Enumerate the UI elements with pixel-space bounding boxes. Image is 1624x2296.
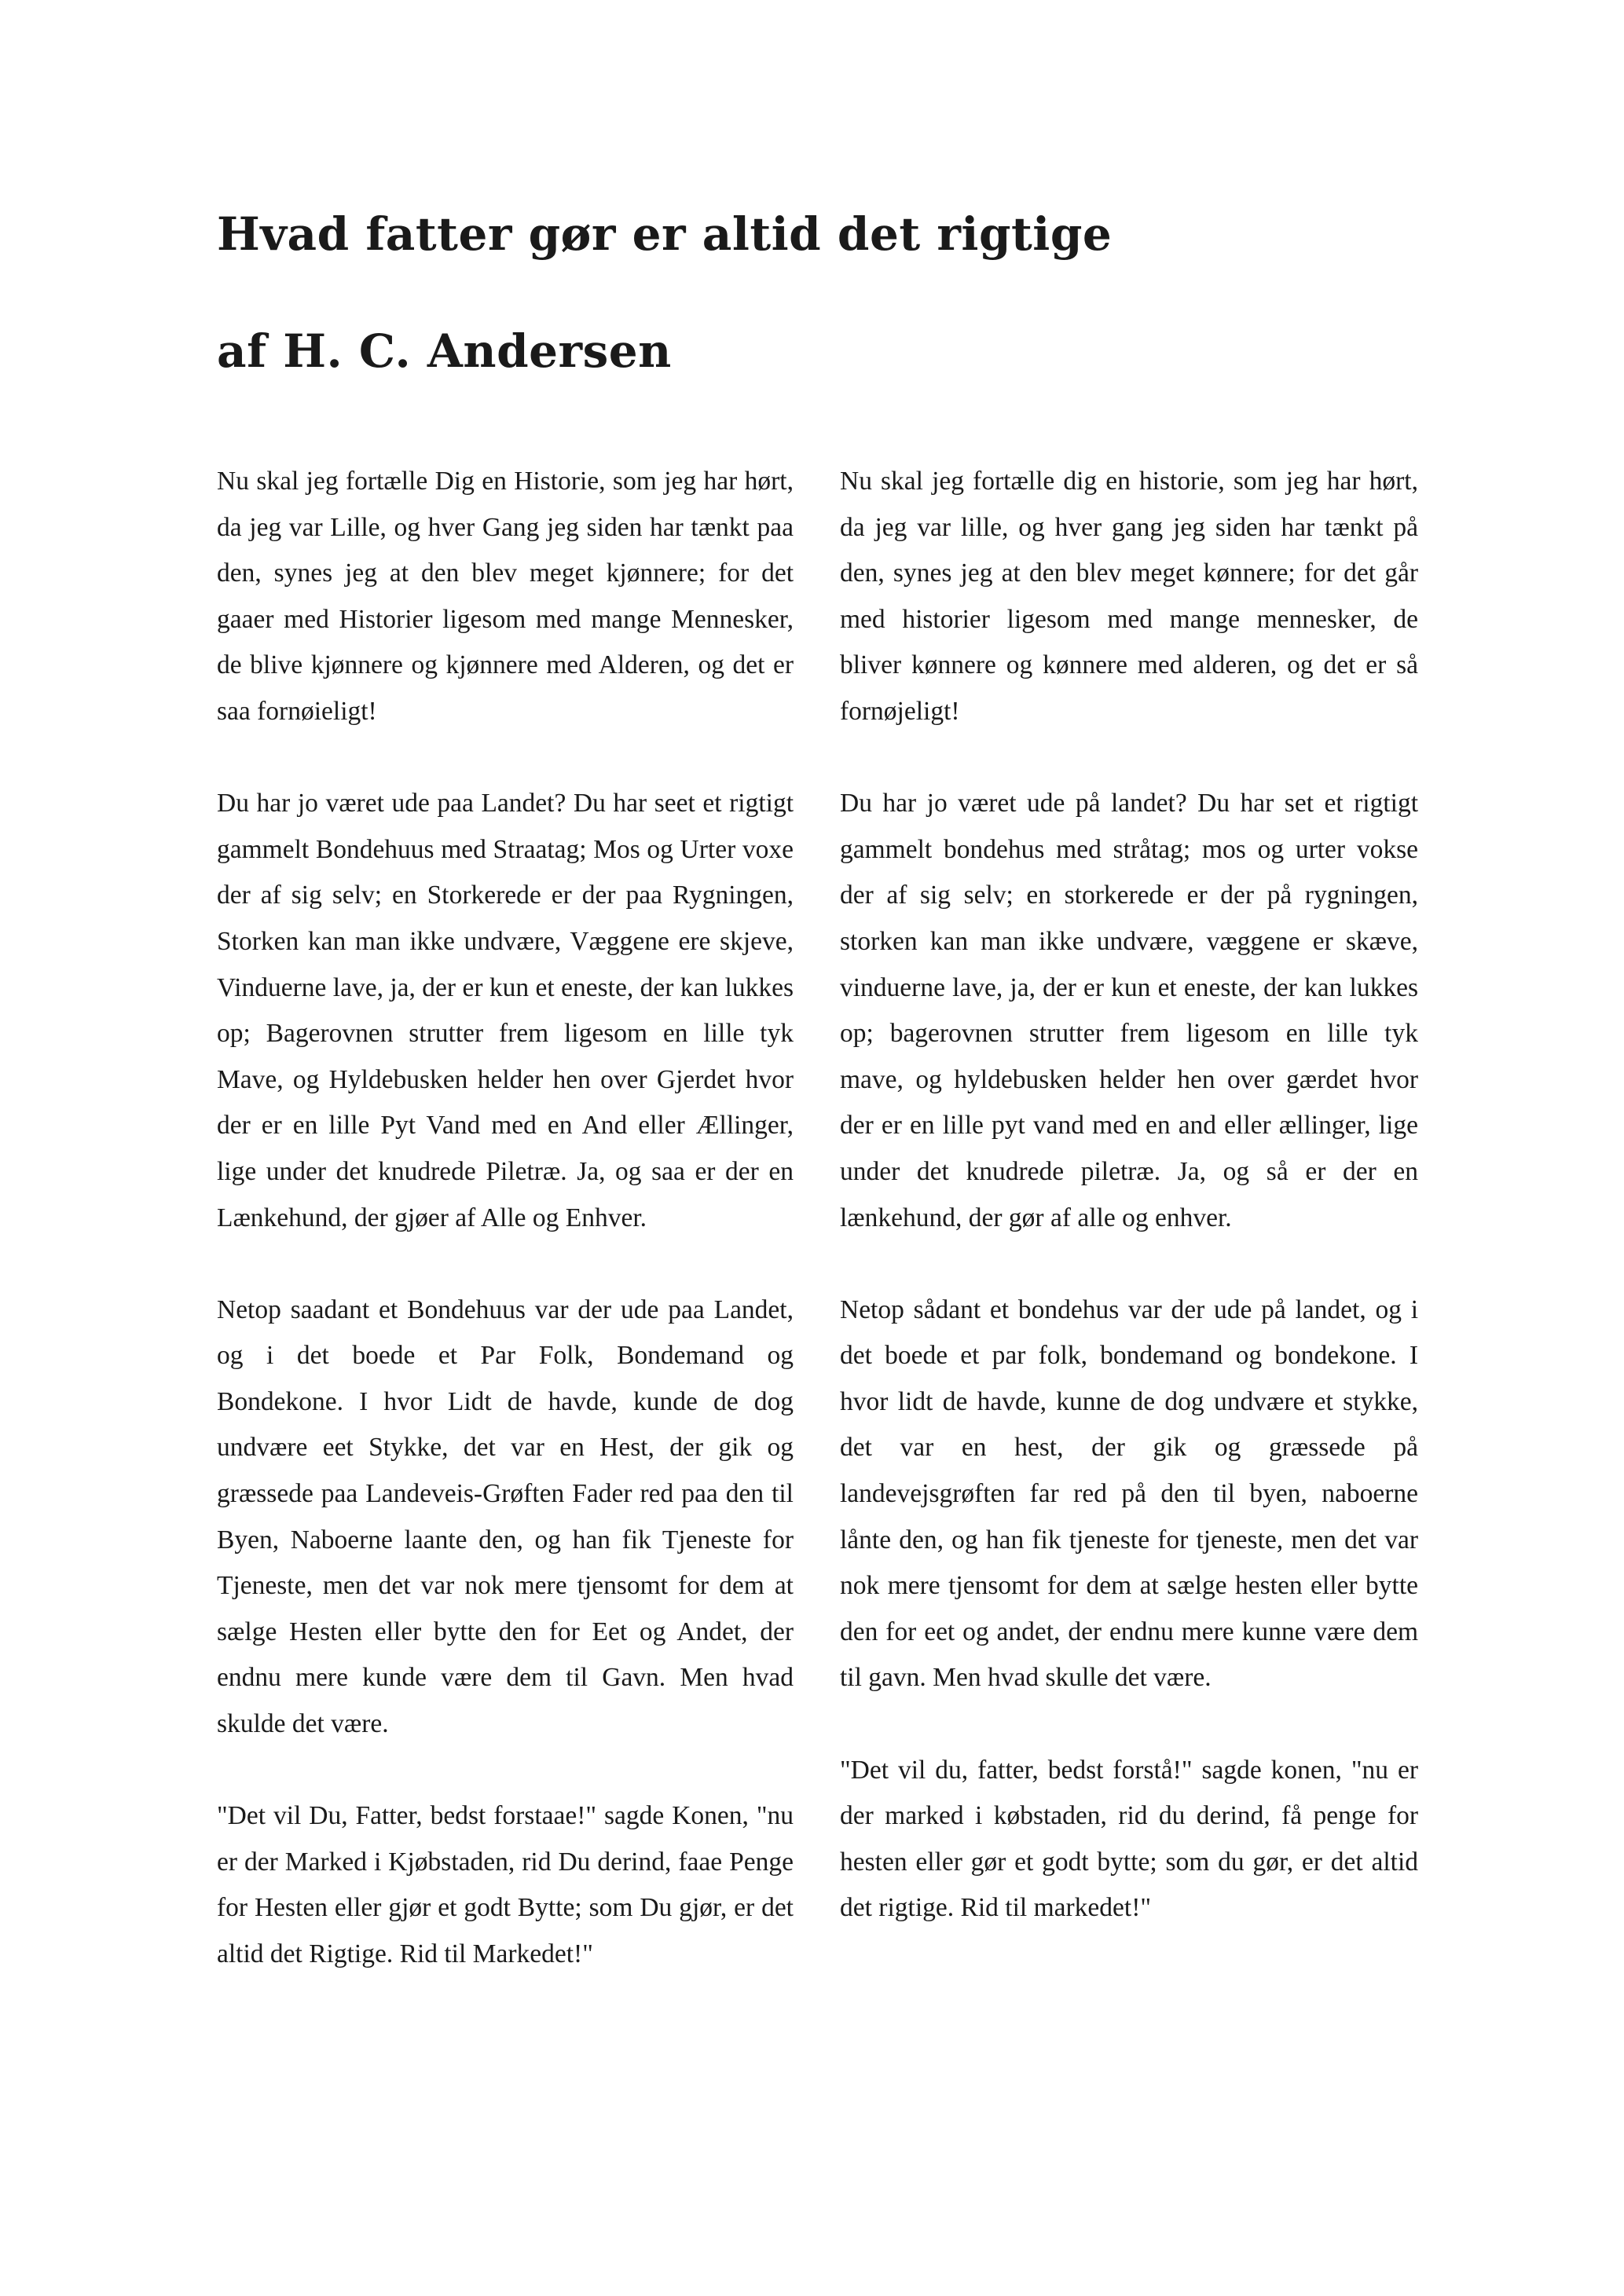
document-title: Hvad fatter gør er altid det rigtige [217,207,1113,261]
left-column-original-text [217,459,794,1978]
paragraph: Du har jo været ude på landet? Du har set et rigtigt gammelt bondehus med stråtag; mos og urter vokse der af sig selv; en storkerede er der på rygningen, storken kan man ikke undvære, væggene er skæve, vinduerne lave, ja, der er kun et eneste, der kan lukkes op; bagerovnen strutter frem ligesom en lille tyk mave, og hyldebusken helder hen over gærdet hvor der er en lille pyt vand med en and eller ællinger, lige under det knudrede piletræ. Ja, og så er der en lænkehund, der gør af alle og enhver. [840,789,1418,1232]
right-column-modern-text [840,459,1418,1932]
paragraph: "Det vil Du, Fatter, bedst forstaae!" sagde Konen, "nu er der Marked i Kjøbstaden, rid Du derind, faae Penge for Hesten eller gjør et godt Bytte; som Du gjør, er det altid det Rigtige. Rid til Markedet!" [217,1801,794,1968]
paragraph: Du har jo været ude paa Landet? Du har seet et rigtigt gammelt Bondehuus med Straatag; Mos og Urter voxe der af sig selv; en Storkerede er der paa Rygningen, Storken kan man ikke undvære, Væggene ere skjeve, Vinduerne lave, ja, der er kun et eneste, der kan lukkes op; Bagerovnen strutter frem ligesom en lille tyk Mave, og Hyldebusken helder hen over Gjerdet hvor der er en lille Pyt Vand med en And eller Ællinger, lige under det knudrede Piletræ. Ja, og saa er der en Lænkehund, der gjøer af Alle og Enhver. [217,789,794,1232]
paragraph: Nu skal jeg fortælle Dig en Historie, som jeg har hørt, da jeg var Lille, og hver Gang jeg siden har tænkt paa den, synes jeg at den blev meget kjønnere; for det gaaer med Historier ligesom med mange Mennesker, de blive kjønnere og kjønnere med Alderen, og det er saa fornøieligt! [217,467,794,726]
paragraph: Nu skal jeg fortælle dig en historie, som jeg har hørt, da jeg var lille, og hver gang jeg siden har tænkt på den, synes jeg at den blev meget kønnere; for det går med historier ligesom med mange mennesker, de bliver kønnere og kønnere med alderen, og det er så fornøjeligt! [840,467,1418,726]
paragraph: "Det vil du, fatter, bedst forstå!" sagde konen, "nu er der marked i købstaden, rid du derind, få penge for hesten eller gør et godt bytte; som du gør, er det altid det rigtige. Rid til markedet!" [840,1755,1418,1923]
document-author: af H. C. Andersen [217,324,672,378]
paragraph: Netop sådant et bondehus var der ude på landet, og i det boede et par folk, bondemand og bondekone. I hvor lidt de havde, kunne de dog undvære et stykke, det var en hest, der gik og græssede på landevejsgrøften far red på den til byen, naboerne lånte den, og han fik tjeneste for tjeneste, men det var nok mere tjensomt for dem at sælge hesten eller bytte den for eet og andet, der endnu mere kunne være dem til gavn. Men hvad skulle det være. [840,1294,1418,1693]
paragraph: Netop saadant et Bondehuus var der ude paa Landet, og i det boede et Par Folk, Bondemand og Bondekone. I hvor Lidt de havde, kunde de dog undvære eet Stykke, det var en Hest, der gik og græssede paa Landeveis-Grøften Fader red paa den til Byen, Naboerne laante den, og han fik Tjeneste for Tjeneste, men det var nok mere tjensomt for dem at sælge Hesten eller bytte den for Eet og Andet, der endnu mere kunde være dem til Gavn. Men hvad skulde det være. [217,1294,794,1739]
